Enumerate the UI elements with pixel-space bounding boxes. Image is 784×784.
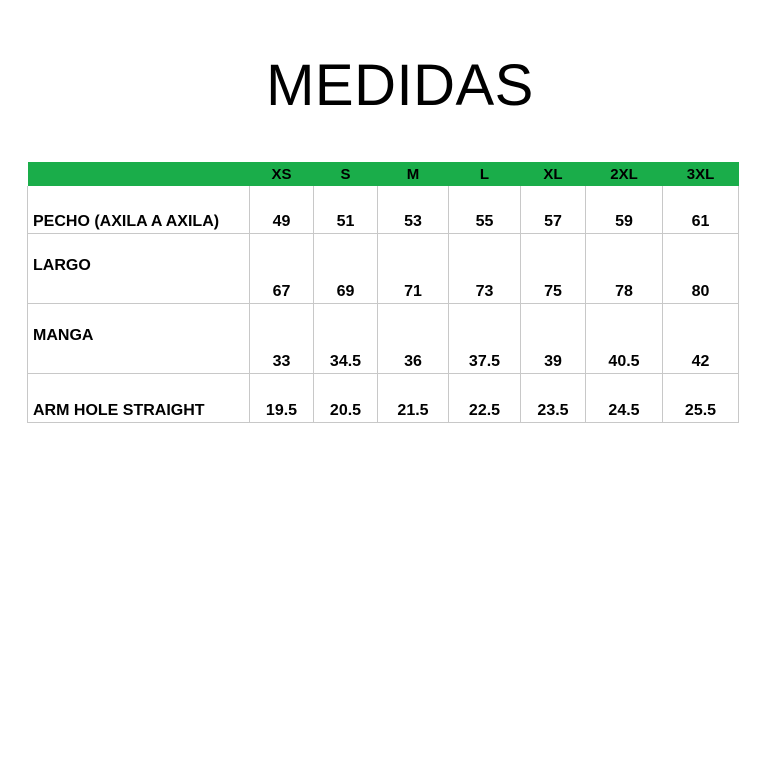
table-cell: 24.5 (586, 374, 663, 423)
size-header-row (28, 162, 739, 186)
table-cell: 25.5 (663, 374, 739, 423)
table-cell: 78 (586, 234, 663, 304)
table-cell: 80 (663, 234, 739, 304)
table-row-manga (28, 304, 739, 374)
header-empty-cell (28, 162, 250, 186)
page-title: MEDIDAS (266, 53, 534, 118)
table-cell: 37.5 (449, 304, 521, 374)
table-row-pecho (28, 186, 739, 234)
table-cell: 21.5 (378, 374, 449, 423)
size-header-xl: XL (543, 165, 563, 183)
table-cell: 36 (378, 304, 449, 374)
table-cell: 61 (663, 186, 739, 234)
table-cell: 23.5 (521, 374, 586, 423)
table-row-largo (28, 234, 739, 304)
size-header-m: M (406, 165, 420, 183)
table-cell: 22.5 (449, 374, 521, 423)
table-cell: 57 (521, 186, 586, 234)
table-cell: 67 (250, 234, 314, 304)
size-chart-table (27, 162, 739, 423)
table-cell: 40.5 (586, 304, 663, 374)
table-cell: 69 (314, 234, 378, 304)
size-header-3xl: 3XL (686, 165, 715, 183)
table-cell: 20.5 (314, 374, 378, 423)
table-cell: 34.5 (314, 304, 378, 374)
row-label: LARGO (28, 234, 250, 304)
table-cell: 73 (449, 234, 521, 304)
table-cell: 75 (521, 234, 586, 304)
table-cell: 33 (250, 304, 314, 374)
table-cell: 53 (378, 186, 449, 234)
row-label: ARM HOLE STRAIGHT (28, 374, 250, 423)
size-header-l: L (479, 165, 490, 183)
size-header-xs: XS (271, 165, 292, 183)
table-cell: 71 (378, 234, 449, 304)
size-header-s: S (340, 165, 351, 183)
table-cell: 59 (586, 186, 663, 234)
size-header-2xl: 2XL (610, 165, 638, 183)
table-cell: 51 (314, 186, 378, 234)
table-cell: 55 (449, 186, 521, 234)
table-cell: 42 (663, 304, 739, 374)
table-cell: 39 (521, 304, 586, 374)
table-cell: 19.5 (250, 374, 314, 423)
row-label: MANGA (28, 304, 250, 374)
row-label: PECHO (AXILA A AXILA) (28, 186, 250, 234)
table-row-arm-hole (28, 374, 739, 423)
table-cell: 49 (250, 186, 314, 234)
